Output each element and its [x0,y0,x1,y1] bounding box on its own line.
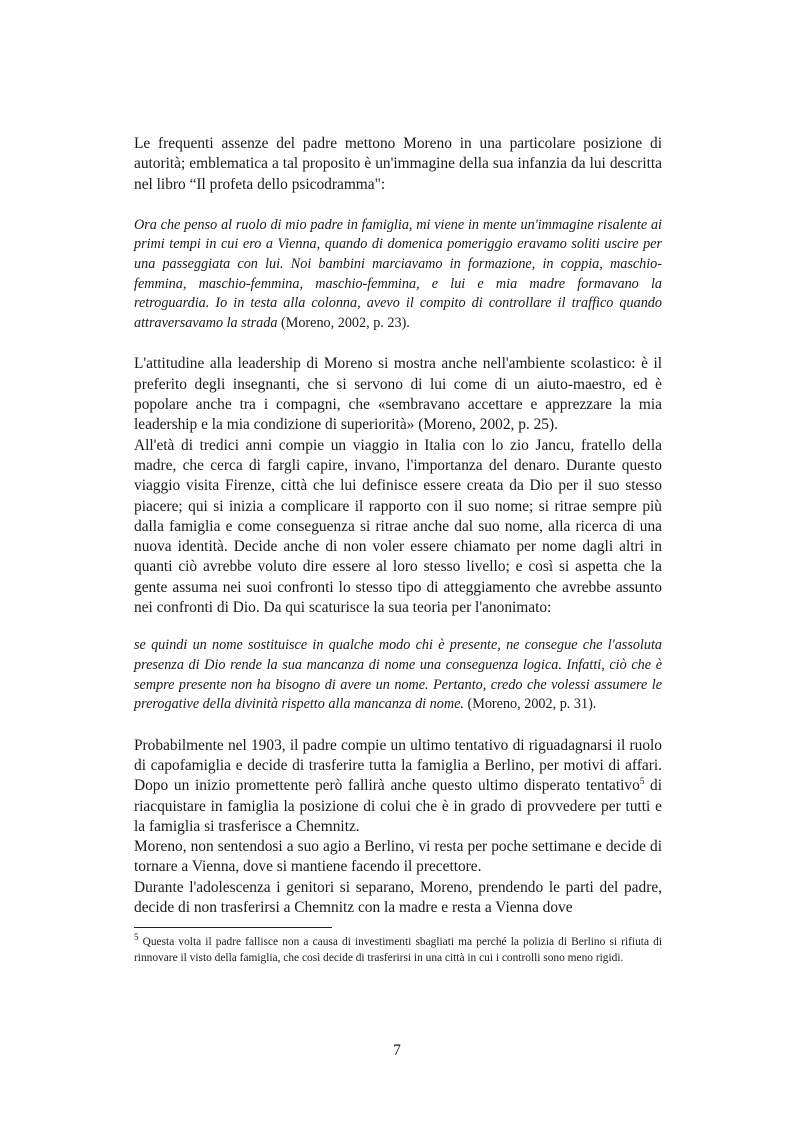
paragraph-4-text-b: di riacquistare in famiglia la posizione di colui che è in grado di provvedere per tutti e la famiglia si trasferisce a Chemnitz. [134,777,662,835]
footnote [134,934,662,966]
quote-2-citation: (Moreno, 2002, p. 31). [463,696,597,713]
block-quote-2 [134,636,662,714]
page-number: 7 [393,1042,401,1059]
footnote-reference[interactable]: 5 [639,776,645,787]
paragraph-6: Durante l'adolescenza i genitori si separano, Moreno, prendendo le parti del padre, decide di non trasferirsi a Chemnitz con la madre e resta a Vienna dove [134,878,662,917]
paragraph-2: L'attitudine alla leadership di Moreno si mostra anche nell'ambiente scolastico: è il preferito degli insegnanti, che si servono di lui come di un aiuto-maestro, ed è popolare anche tra i compagni, che «sembravano accettare e apprezzare la mia leadership e la mia condizione di superiorità» (Moreno, 2002, p. 25). [134,355,662,434]
quote-1-citation: (Moreno, 2002, p. 23). [277,314,410,331]
footnote-divider [134,927,332,928]
footnote-marker: 5 [134,932,139,943]
paragraph-3: All'età di tredici anni compie un viaggio in Italia con lo zio Jancu, fratello della madre, che cerca di fargli capire, invano, l'importanza del denaro. Durante questo viaggio visita Firenze, città che lui definisce essere creata da Dio per il suo stesso piacere; qui si inizia a complicare il rapporto con il suo nome; si ritrae sempre più dalla famiglia e come conseguenza si ritrae anche dal suo nome, alla ricerca di una nuova identità. Decide anche di non voler essere chiamato per nome dagli altri in quanti ciò avrebbe voluto dire essere al loro stesso livello; e così si aspetta che la gente assuma nei suoi confronti lo stesso tipo di atteggiamento che avrebbe assunto nei confronti di Dio. Da qui scaturisce la sua teoria per l'anonimato: [134,436,662,617]
paragraph-4 [134,736,662,837]
paragraph-4-text-a: Probabilmente nel 1903, il padre compie un ultimo tentativo di riguadagnarsi il ruolo di capofamiglia e decide di trasferire tutta la famiglia a Berlino, per motivi di affari. Dopo un inizio promettente però fallirà anche questo ultimo disperato tentativo [134,736,662,795]
footnote-text: Questa volta il padre fallisce non a causa di investimenti sbagliati ma perché la polizia di Berlino si rifiuta di rinnovare il visto della famiglia, che così decide di trasferirsi in una città in cui i controlli sono meno rigidi. [134,936,662,965]
paragraph-1: Le frequenti assenze del padre mettono Moreno in una particolare posizione di autorità; emblematica a tal proposito è un'immagine della sua infanzia da lui descritta nel libro “Il profeta dello psicodramma": [134,135,662,193]
quote-2-text: se quindi un nome sostituisce in qualche modo chi è presente, ne consegue che l'assoluta presenza di Dio rende la sua mancanza di nome una conseguenza logica. Infatti, ciò che è sempre presente non ha bisogno di avere un nome. Pertanto, credo che volessi assumere le prerogative della divinità rispetto alla mancanza di nome. [134,637,662,713]
block-quote-1 [134,216,662,334]
paragraph-5: Moreno, non sentendosi a suo agio a Berlino, vi resta per poche settimane e decide di tornare a Vienna, dove si mantiene facendo il precettore. [134,838,662,876]
quote-1-text: Ora che penso al ruolo di mio padre in famiglia, mi viene in mente un'immagine risalente ai primi tempi in cui ero a Vienna, quando di domenica pomeriggio eravamo soliti uscire per una passeggiata con lui. Noi bambini marciavamo in formazione, in coppia, maschio-femmina, maschio-femmina, maschio-femmina, e lui e mia madre formavano la retroguardia. Io in testa alla colonna, avevo il compito di controllare il traffico quando attraversavamo la strada [134,216,662,331]
page-body [134,134,662,918]
